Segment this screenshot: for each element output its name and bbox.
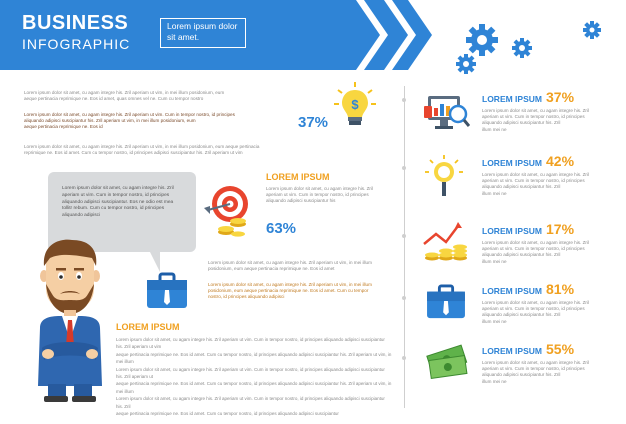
item-description: Lorem ipsum dolor sit amet, cu agam integre his. Zril aperiam ut vim. Cum in tempor nostro, id principes aliquando adipisci suscipiantur his. Zril illum mei ne xyxy=(482,300,589,324)
intro-paragraph: Lorem ipsum dolor sit amet, cu agam integre his. Zril aperiam ut vim, in mei illum posidonium, eum aeque pertinacia reprimique ne. Eos id amet, quas omnes vel ne. Cum cu tempor nostro xyxy=(24,90,225,102)
middle-paragraph: Lorem ipsum dolor sit amet, cu agam integre his. Zril aperiam ut vim, in mei illum posidonium, eum aeque pertinacia reprimique ne. Eos id amet xyxy=(208,260,372,272)
money-icon xyxy=(424,344,472,382)
speech-bubble: Lorem ipsum dolor sit amet, cu agam integre his. Zril aperiam ut vim. Cum in tempor nostro, id principes aliquando adipisci suscipiantur. Eos ne odio est mea tollitr rebum. Cum cu tempor nostro, id principes aliquando adipisci xyxy=(48,172,196,252)
bulb-paragraph: Lorem ipsum dolor sit amet, cu agam integre his. Zril aperiam ut vim. Cum in tempor nostro, id principes aliquando adipisci suscipiantur his. Zril aperiam ut vim, in mei illum posidonium, eum aeque pertinacia reprimique ne. Eos id xyxy=(24,112,235,130)
item-percentage: 17% xyxy=(546,221,575,237)
item-heading: LOREM IPSUM xyxy=(482,158,542,168)
item-description: Lorem ipsum dolor sit amet, cu agam integre his. Zril aperiam ut vim. Cum in tempor nostro, id principes aliquando adipisci suscipiantur his. Zril illum mei ne xyxy=(482,172,589,196)
lightbulb-dollar-icon xyxy=(332,80,378,128)
divider-dot xyxy=(402,356,406,360)
divider-dot xyxy=(402,234,406,238)
divider-dot xyxy=(402,296,406,300)
item-description: Lorem ipsum dolor sit amet, cu agam integre his. Zril aperiam ut vim. Cum in tempor nostro, id principes aliquando adipisci suscipiantur his. Zril illum mei ne xyxy=(482,360,589,384)
item-heading: LOREM IPSUM xyxy=(482,226,542,236)
header-chevrons xyxy=(318,0,438,70)
item-percentage: 81% xyxy=(546,281,575,297)
speech-bubble-tail xyxy=(148,248,160,272)
svg-text:$: $ xyxy=(351,97,359,112)
item-description: Lorem ipsum dolor sit amet, cu agam integre his. Zril aperiam ut vim. Cum in tempor nostro, id principes aliquando adipisci suscipiantur his. Zril illum mei ne xyxy=(482,240,589,264)
item-percentage: 42% xyxy=(546,153,575,169)
briefcase-icon xyxy=(426,284,466,320)
item-heading: LOREM IPSUM xyxy=(482,94,542,104)
orange-paragraph: Lorem ipsum dolor sit amet, cu agam integre his. Zril aperiam ut vim, in mei illum posidonium, eum aeque pertinacia reprimique ne. Eos id amet. Cum cu tempor nostro, id principes aliquando adipisci xyxy=(208,282,372,300)
item-description: Lorem ipsum dolor sit amet, cu agam integre his. Zril aperiam ut vim. Cum in tempor nostro, id principes aliquando adipisci suscipiantur his. Zril illum mei ne xyxy=(482,108,589,132)
page-title: BUSINESS xyxy=(22,12,129,34)
item-heading: LOREM IPSUM xyxy=(482,346,542,356)
header-caption-box: Lorem ipsum dolor sit amet. xyxy=(160,18,246,48)
page-subtitle: INFOGRAPHIC xyxy=(22,36,131,52)
bottom-paragraph: Lorem ipsum dolor sit amet, cu agam integre his. Zril aperiam ut vim. Cum in tempor nostro, id principes aliquando adipisci suscipiantur his. Zril aperiam ut vim aeque pertinacia reprimique ne. Eos id amet. Cum cu tempor nostro, id principes aliquando adipisci suscipiantur his. Zril aperiam ut vim, in mei illum Lorem ipsum dolor sit amet, cu agam integre his. Zril aperiam ut vim. Cum in tempor nostro, id principes aliquando adipisci suscipiantur his. Zril aperiam ut aeque pertinacia reprimique ne. Eos id amet. Cum cu tempor nostro, id principes aliquando adipisci suscipiantur his. Zril aperiam ut vim, in mei illum Lorem ipsum dolor sit amet, cu agam integre his. Zril aperiam ut vim. Cum in tempor nostro, id principes aliquando adipisci suscipiantur his. Zril aeque pertinacia reprimique ne. Eos id amet. Cum cu tempor nostro, id principes aliquando adipisci suscipiantur xyxy=(116,337,392,417)
wide-paragraph: Lorem ipsum dolor sit amet, cu agam integre his. Zril aperiam ut vim, in mei illum posidonium, eum aeque pertinacia reprimique ne. Eos id amet. Cum cu tempor nostro, id principes adipisci suscipiantur his. Zril aperiam ut vim xyxy=(24,144,260,156)
target-icon xyxy=(204,182,260,240)
target-heading: LOREM IPSUM xyxy=(266,172,330,182)
item-heading: LOREM IPSUM xyxy=(482,286,542,296)
businessman-avatar xyxy=(30,236,110,406)
gear-icon xyxy=(452,18,602,82)
magnifier-icon xyxy=(424,154,464,198)
bulb-percentage: 37% xyxy=(298,114,329,131)
divider-dot xyxy=(402,98,406,102)
bottom-heading: LOREM IPSUM xyxy=(116,322,180,332)
item-percentage: 55% xyxy=(546,341,575,357)
coins-chart-icon xyxy=(422,220,470,264)
item-percentage: 37% xyxy=(546,89,575,105)
briefcase-icon xyxy=(146,272,188,310)
monitor-chart-icon xyxy=(424,92,470,134)
divider-dot xyxy=(402,166,406,170)
target-paragraph: Lorem ipsum dolor sit amet, cu agam integre his. Zril aperiam ut vim. Cum in tempor nostro, id principes aliquando adipisci suscipiantur his xyxy=(266,186,373,204)
target-percentage: 63% xyxy=(266,220,297,237)
